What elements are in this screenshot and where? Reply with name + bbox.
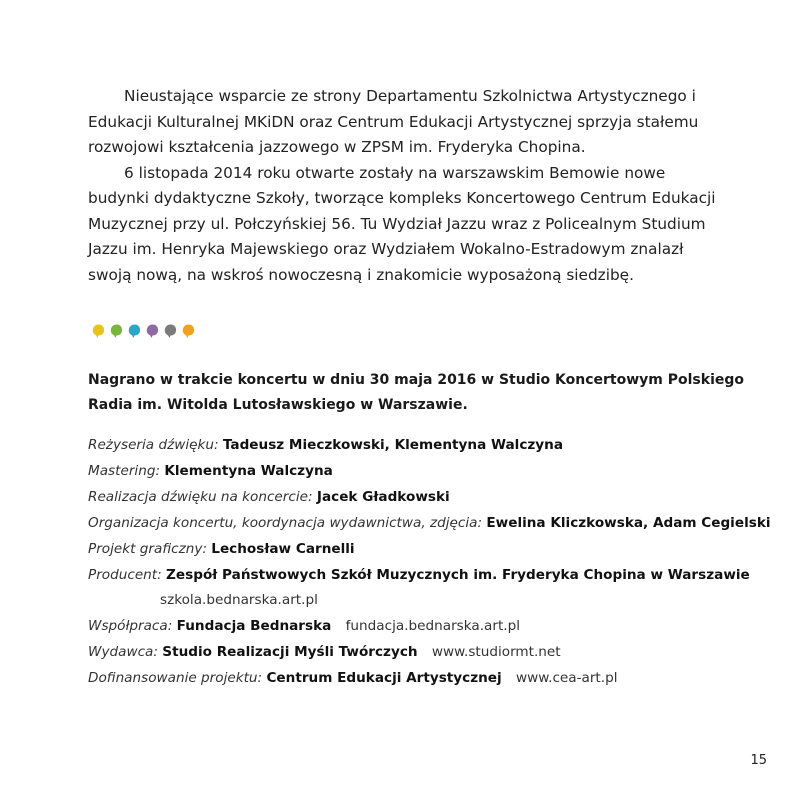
credit-value: Fundacja Bednarska [176,618,332,635]
credit-value: Studio Realizacji Myśli Twórczych [162,644,418,661]
credit-graphic-design [88,537,778,563]
credit-label: Organizacja koncertu, koordynacja wydawnictwa, zdjęcia: [88,514,483,531]
blue-leaf-icon [127,323,142,339]
page-number: 15 [750,753,767,768]
credit-value: Jacek Gładkowski [316,488,450,505]
credit-publisher [88,640,778,666]
credit-label: Mastering: [88,462,161,479]
credit-label: Projekt graficzny: [88,540,207,557]
green-leaf-icon [109,323,124,339]
recording-note: Nagrano w trakcie koncertu w dniu 30 maja 2016 w Studio Koncertowym Polskiego Radia im. Witolda Lutosławskiego w Warszawie. [88,372,744,413]
credit-label: Dofinansowanie projektu: [88,670,263,687]
credit-value: Ewelina Kliczkowska, Adam Cegielski [486,514,771,531]
credit-value: Lechosław Carnelli [211,540,355,557]
credit-label: Reżyseria dźwięku: [88,437,219,453]
credit-value: Tadeusz Mieczkowski, Klementyna Walczyna [222,437,564,453]
orange-leaf-icon [181,323,196,339]
credit-producer-website [88,588,778,614]
intro-paragraph-1: Nieustające wsparcie ze strony Departamentu Szkolnictwa Artystycznego i Edukacji Kulturalnej MKiDN oraz Centrum Edukacji Artystycznej sprzyja stałemu rozwojowi kształcenia jazzowego w ZPSM im. Fryderyka Chopina. [88,87,699,156]
intro-text [88,84,728,288]
intro-paragraph-2: 6 listopada 2014 roku otwarte zostały na warszawskim Bemowie nowe budynki dydaktyczne Szkoły, tworzące kompleks Koncertowego Centrum Edukacji Muzycznej przy ul. Połczyńskiej 56. Tu Wydział Jazzu wraz z Policealnym Studium Jazzu im. Henryka Majewskiego oraz Wydziałem Wokalno-Estradowym znalazł swoją nową, na wskroś nowoczesną i znakomicie wyposażoną siedzibę. [88,163,716,284]
producer-website-link[interactable]: szkola.bednarska.art.pl [160,592,318,609]
cooperation-website-link[interactable]: fundacja.bednarska.art.pl [345,618,521,635]
publisher-website-link[interactable]: www.studiormt.net [431,644,561,661]
credits-list [88,433,778,692]
decorative-leaf-row [91,323,196,339]
credit-label: Producent: [88,566,162,583]
purple-leaf-icon [145,323,160,339]
gray-leaf-icon [163,323,178,339]
credit-organization [88,511,778,537]
credit-label: Wydawca: [88,644,158,661]
credit-live-sound [88,485,778,511]
credit-mastering [88,459,778,485]
credit-value: Zespół Państwowych Szkół Muzycznych im. Fryderyka Chopina w Warszawie [166,566,750,583]
credit-cooperation [88,614,778,640]
credit-value: Centrum Edukacji Artystycznej [266,670,502,687]
cofinancing-website-link[interactable]: www.cea-art.pl [516,670,618,687]
credit-label: Realizacja dźwięku na koncercie: [88,488,313,505]
credit-label: Współpraca: [88,618,173,635]
credit-producer [88,563,778,589]
credit-sound-direction [88,433,778,459]
credit-cofinancing [88,666,778,692]
yellow-leaf-icon [91,323,106,339]
credit-value: Klementyna Walczyna [164,462,333,479]
